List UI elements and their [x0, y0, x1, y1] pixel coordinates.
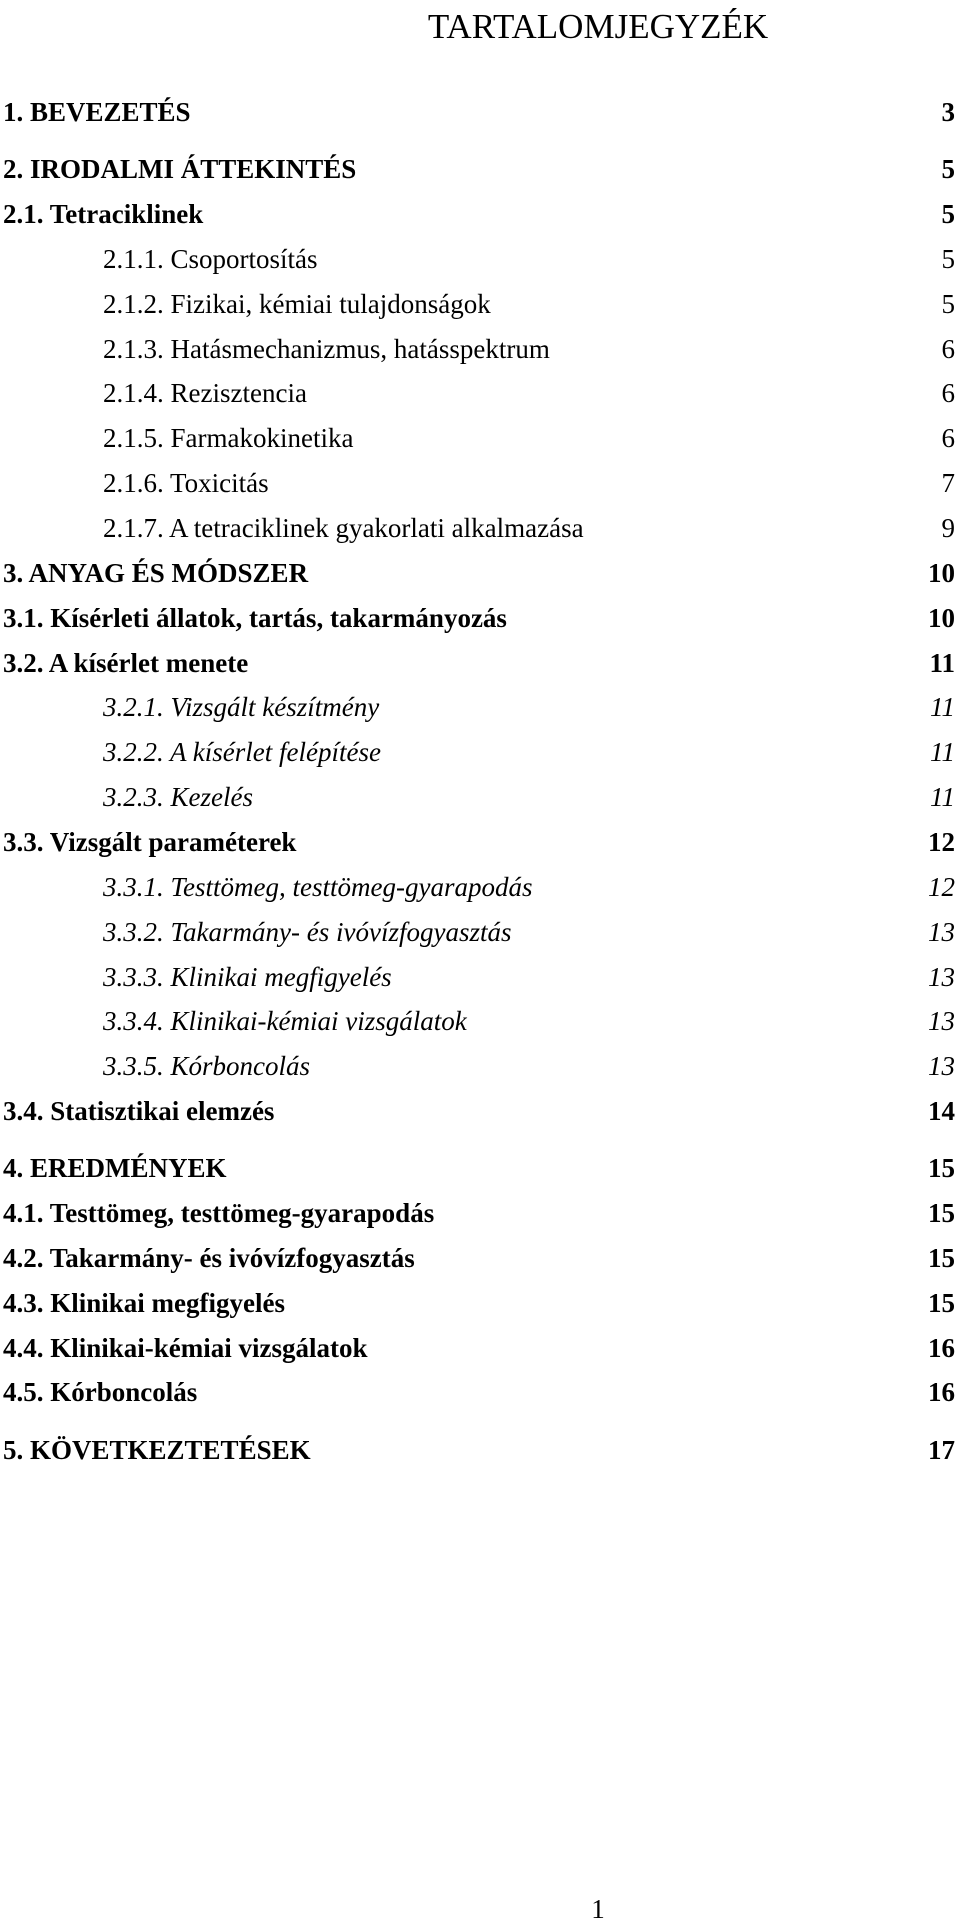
toc-entry-page: 11: [930, 782, 955, 812]
toc-entry-label: 2.1.2. Fizikai, kémiai tulajdonságok: [103, 289, 491, 319]
toc-entry-5[interactable]: [3, 1430, 955, 1470]
toc-entry-page: 10: [928, 603, 955, 633]
toc-entry-label: 3.2.1. Vizsgált készítmény: [103, 692, 380, 722]
toc-entry-label: 4. EREDMÉNYEK: [3, 1153, 227, 1183]
toc-entry-3-3-5[interactable]: [103, 1046, 955, 1086]
toc-entry-2-1-3[interactable]: [103, 329, 955, 369]
toc-entry-page: 3: [941, 97, 955, 127]
toc-entry-page: 10: [928, 558, 955, 588]
toc-entry-label: 3.3.4. Klinikai-kémiai vizsgálatok: [103, 1006, 467, 1036]
toc-entry-label: 3.4. Statisztikai elemzés: [3, 1096, 275, 1126]
toc-entry-3-2-1[interactable]: [103, 687, 955, 727]
toc-entry-page: 9: [941, 513, 955, 543]
toc-entry-label: 2.1.6. Toxicitás: [103, 468, 269, 498]
toc-entry-page: 17: [928, 1435, 955, 1465]
page-number: 1: [591, 1894, 605, 1924]
toc-entry-2-1-4[interactable]: [103, 373, 955, 413]
toc-entry-page: 11: [929, 648, 955, 678]
toc-entry-label: 3.2.2. A kísérlet felépítése: [103, 737, 381, 767]
toc-entry-page: 5: [941, 244, 955, 274]
toc-entry-3-3-2[interactable]: [103, 912, 955, 952]
toc-entry-label: 1. BEVEZETÉS: [3, 97, 191, 127]
toc-entry-page: 5: [941, 289, 955, 319]
toc-entry-label: 2.1.5. Farmakokinetika: [103, 423, 354, 453]
toc-entry-page: 12: [928, 872, 955, 902]
toc-entry-label: 4.4. Klinikai-kémiai vizsgálatok: [3, 1333, 368, 1363]
toc-entry-2[interactable]: [3, 149, 955, 189]
toc-entry-page: 6: [941, 423, 955, 453]
toc-entry-2-1-7[interactable]: [103, 508, 955, 548]
toc-entry-label: 5. KÖVETKEZTETÉSEK: [3, 1435, 311, 1465]
toc-entry-label: 3.2.3. Kezelés: [103, 782, 253, 812]
toc-entry-label: 2.1. Tetraciklinek: [3, 199, 204, 229]
toc-entry-1[interactable]: [3, 92, 955, 132]
toc-entry-label: 3.1. Kísérleti állatok, tartás, takarmányozás: [3, 603, 507, 633]
toc-entry-page: 15: [928, 1243, 955, 1273]
toc-entry-3-2-2[interactable]: [103, 732, 955, 772]
toc-entry-label: 4.3. Klinikai megfigyelés: [3, 1288, 285, 1318]
toc-entry-label: 3.3.2. Takarmány- és ivóvízfogyasztás: [103, 917, 512, 947]
toc-entry-page: 16: [928, 1377, 955, 1407]
toc-entry-3-3-3[interactable]: [103, 957, 955, 997]
toc-entry-label: 3.3.5. Kórboncolás: [103, 1051, 311, 1081]
toc-entry-4-1[interactable]: [3, 1193, 955, 1233]
toc-entry-3-2-3[interactable]: [103, 777, 955, 817]
toc-entry-page: 13: [928, 917, 955, 947]
toc-entry-page: 11: [930, 692, 955, 722]
toc-entry-3-2[interactable]: [3, 643, 955, 683]
toc-entry-label: 2. IRODALMI ÁTTEKINTÉS: [3, 154, 357, 184]
toc-entry-page: 11: [930, 737, 955, 767]
toc-title: TARTALOMJEGYZÉK: [427, 7, 769, 46]
toc-entry-label: 2.1.4. Rezisztencia: [103, 378, 307, 408]
toc-entry-label: 2.1.7. A tetraciklinek gyakorlati alkalmazása: [103, 513, 584, 543]
toc-entry-page: 13: [928, 1006, 955, 1036]
toc-entry-page: 15: [928, 1288, 955, 1318]
toc-entry-page: 7: [941, 468, 955, 498]
toc-entry-3-3-1[interactable]: [103, 867, 955, 907]
toc-entry-3-1[interactable]: [3, 598, 955, 638]
toc-entry-page: 15: [928, 1153, 955, 1183]
toc-entry-label: 3. ANYAG ÉS MÓDSZER: [3, 558, 309, 588]
toc-entry-label: 3.3.3. Klinikai megfigyelés: [103, 962, 392, 992]
toc-entry-page: 6: [941, 334, 955, 364]
toc-entry-label: 4.1. Testtömeg, testtömeg-gyarapodás: [3, 1198, 435, 1228]
toc-entry-page: 13: [928, 1051, 955, 1081]
toc-entry-label: 2.1.1. Csoportosítás: [103, 244, 318, 274]
toc-entry-4-2[interactable]: [3, 1238, 955, 1278]
toc-entry-2-1-6[interactable]: [103, 463, 955, 503]
toc-entry-3[interactable]: [3, 553, 955, 593]
toc-entry-4[interactable]: [3, 1148, 955, 1188]
toc-entry-2-1-2[interactable]: [103, 284, 955, 324]
toc-entry-page: 5: [941, 154, 955, 184]
toc-entry-page: 13: [928, 962, 955, 992]
toc-entry-label: 3.2. A kísérlet menete: [3, 648, 249, 678]
toc-entry-3-3-4[interactable]: [103, 1001, 955, 1041]
toc-entry-label: 4.2. Takarmány- és ivóvízfogyasztás: [3, 1243, 415, 1273]
toc-entry-page: 6: [941, 378, 955, 408]
toc-entry-label: 2.1.3. Hatásmechanizmus, hatásspektrum: [103, 334, 550, 364]
toc-entry-3-4[interactable]: [3, 1091, 955, 1131]
toc-entry-page: 5: [941, 199, 955, 229]
toc-entry-page: 12: [928, 827, 955, 857]
toc-entry-page: 15: [928, 1198, 955, 1228]
toc-entry-2-1-1[interactable]: [103, 239, 955, 279]
toc-entry-label: 3.3. Vizsgált paraméterek: [3, 827, 297, 857]
toc-entry-4-3[interactable]: [3, 1283, 955, 1323]
toc-entry-4-5[interactable]: [3, 1372, 955, 1412]
toc-entry-page: 14: [928, 1096, 955, 1126]
toc-entry-2-1[interactable]: [3, 194, 955, 234]
toc-entry-2-1-5[interactable]: [103, 418, 955, 458]
toc-entry-4-4[interactable]: [3, 1328, 955, 1368]
toc-entry-page: 16: [928, 1333, 955, 1363]
toc-entry-label: 3.3.1. Testtömeg, testtömeg-gyarapodás: [103, 872, 533, 902]
toc-entry-label: 4.5. Kórboncolás: [3, 1377, 198, 1407]
toc-entry-3-3[interactable]: [3, 822, 955, 862]
